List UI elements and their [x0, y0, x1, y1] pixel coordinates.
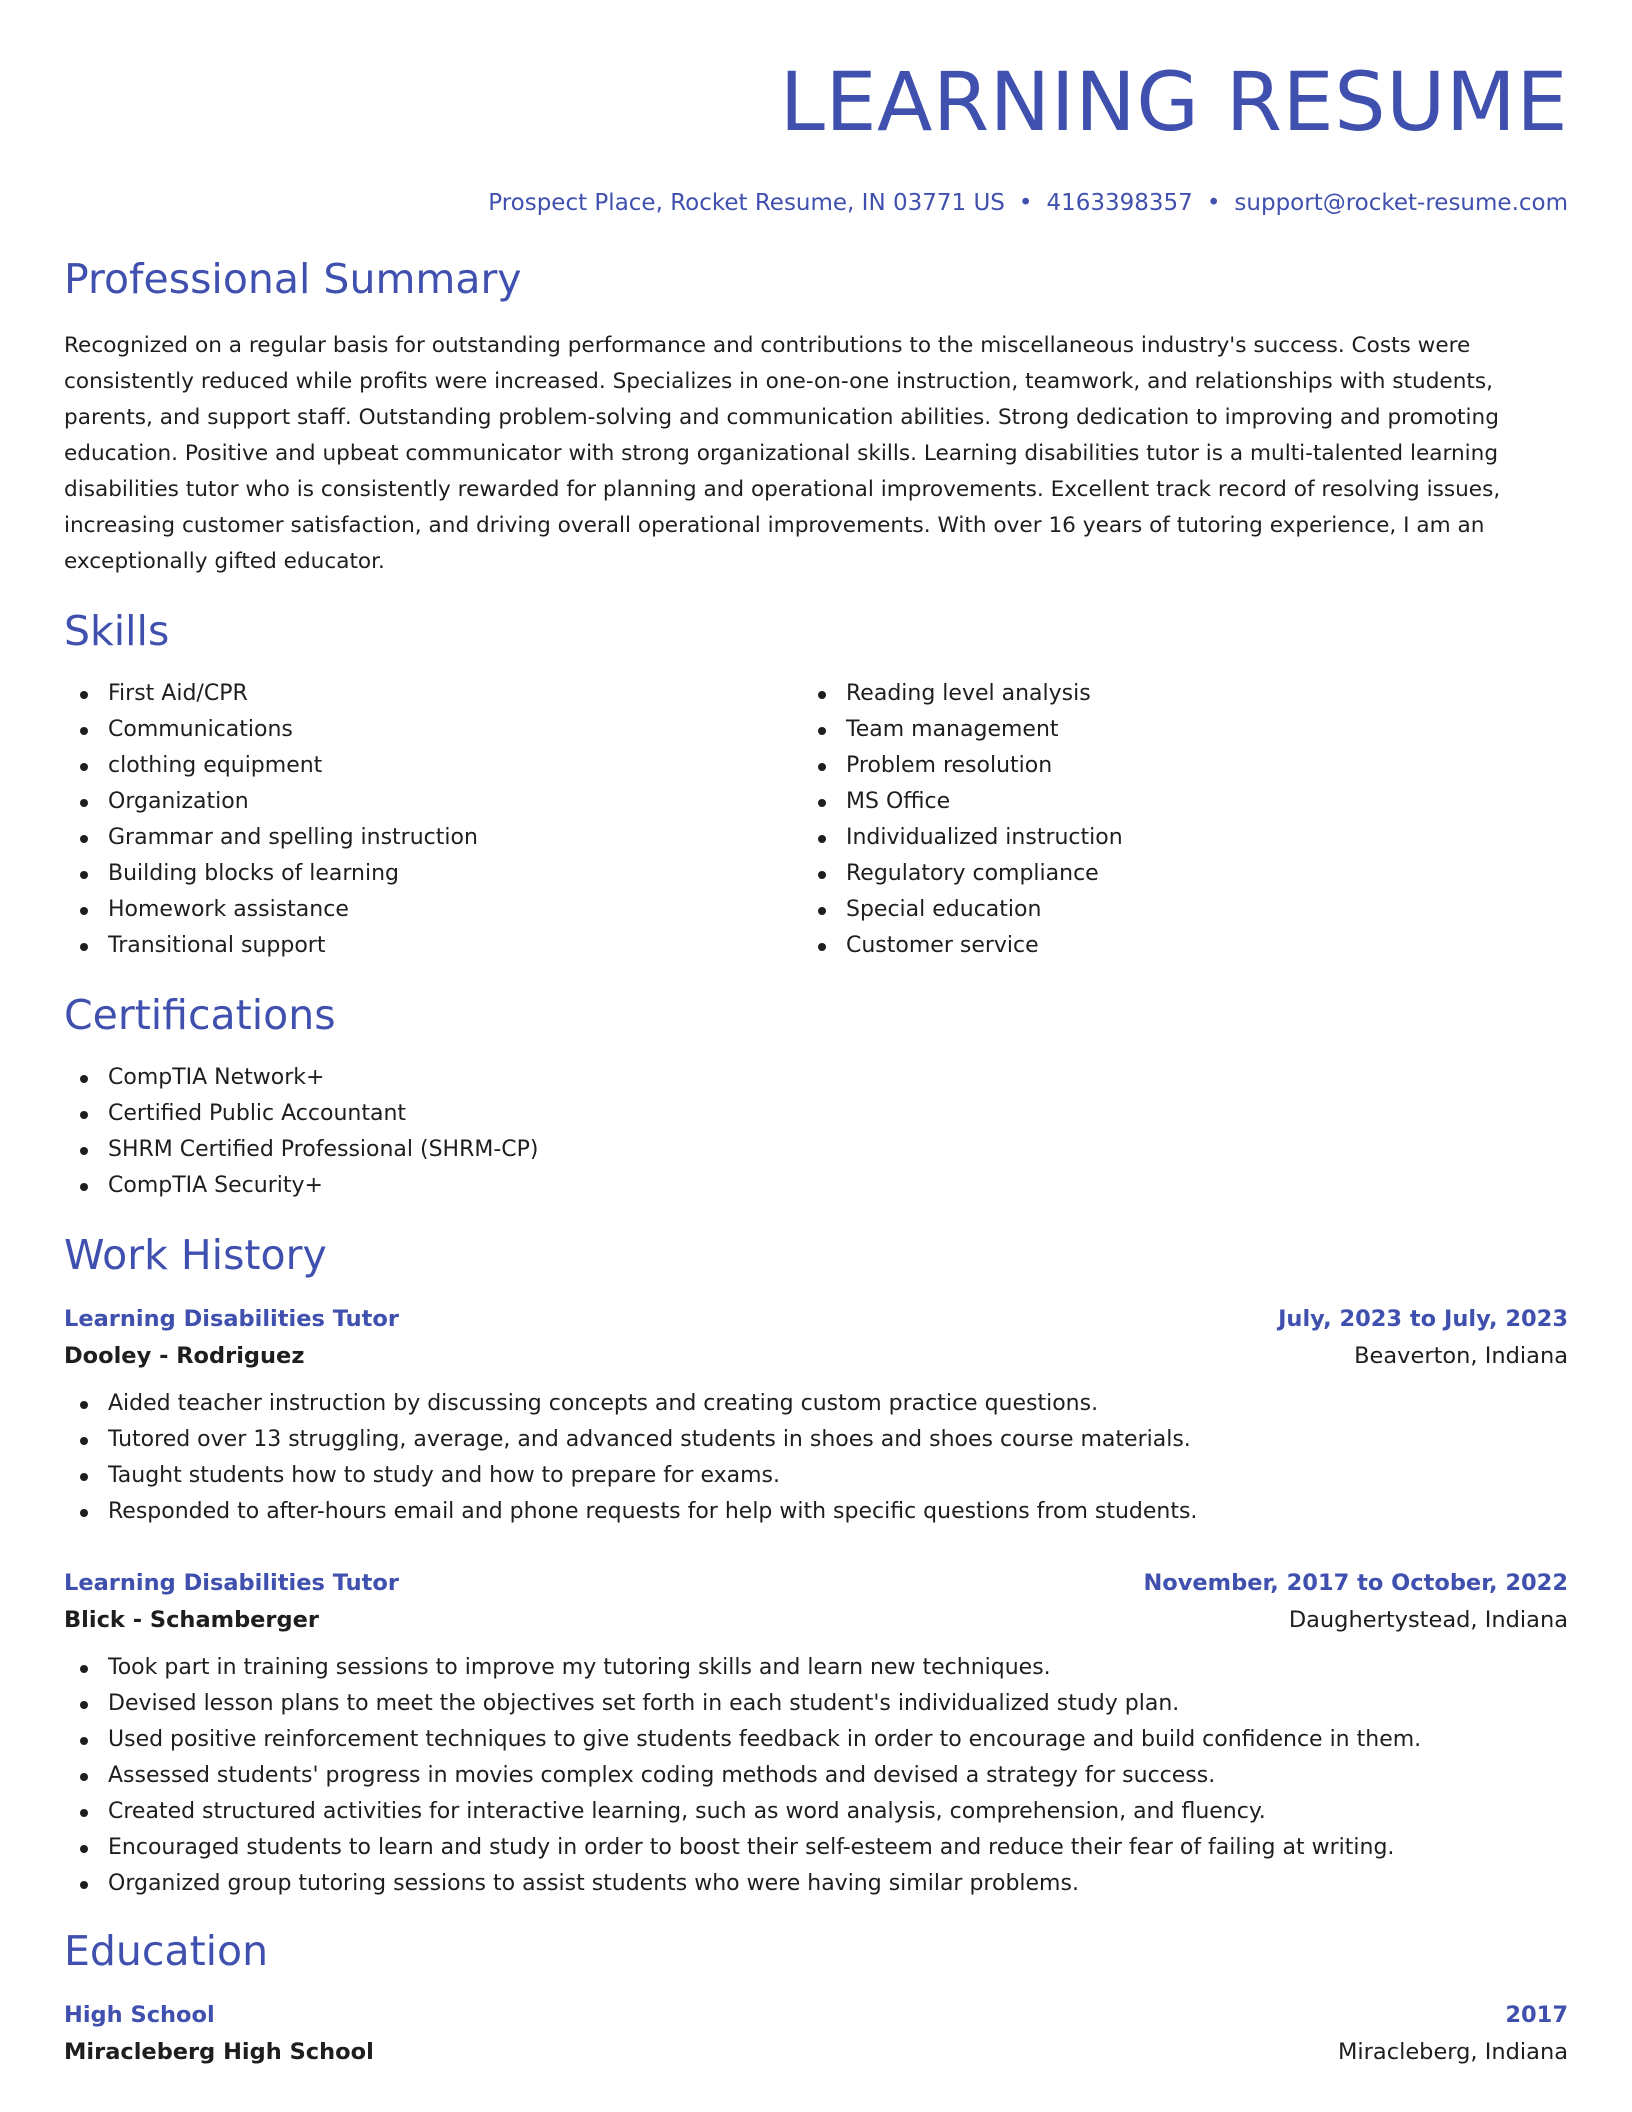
- summary-text: Recognized on a regular basis for outstanding performance and contributions to the miscellaneous industry's success. Costs were consistently reduced while profits were increased. Specializes in one-on-one instruction, teamwork, and relationships with students, parents, and support staff. Outstanding problem-solving and communication abilities. Strong dedication to improving and promoting education. Positive and upbeat communicator with strong organizational skills. Learning disabilities tutor is a multi-talented learning disabilities tutor who is consistently rewarded for planning and operational improvements. Excellent track record of resolving issues, increasing customer satisfaction, and driving overall operational improvements. With over 16 years of tutoring experience, I am an exceptionally gifted educator.: [64, 333, 1501, 574]
- job-duty: Taught students how to study and how to prepare for exams.: [64, 1458, 1568, 1494]
- certifications-list: [64, 1060, 1568, 1204]
- education-section: [64, 1926, 1568, 2072]
- skill-item: Regulatory compliance: [802, 856, 1540, 892]
- contact-separator: •: [1018, 190, 1033, 216]
- certifications-heading: Certifications: [64, 991, 336, 1039]
- education-school: Miracleberg High School: [64, 2039, 374, 2065]
- skill-item: Team management: [802, 712, 1540, 748]
- job-duty: Took part in training sessions to improve my tutoring skills and learn new techniques.: [64, 1650, 1568, 1686]
- work-history-section: [64, 1230, 1568, 1902]
- job-location: Daughertystead, Indiana: [1288, 1607, 1568, 1633]
- job-company: Blick - Schamberger: [64, 1607, 319, 1633]
- certifications-section: [64, 990, 1568, 1204]
- contact-address: Prospect Place, Rocket Resume, IN 03771 US: [488, 190, 1005, 216]
- skill-item: clothing equipment: [64, 748, 802, 784]
- job-duty: Tutored over 13 struggling, average, and advanced students in shoes and shoes course materials.: [64, 1422, 1568, 1458]
- job-duty: Aided teacher instruction by discussing concepts and creating custom practice questions.: [64, 1386, 1568, 1422]
- skill-item: MS Office: [802, 784, 1540, 820]
- job-duties-list: [64, 1386, 1568, 1530]
- skill-item: Transitional support: [64, 928, 802, 964]
- job-duty: Assessed students' progress in movies complex coding methods and devised a strategy for success.: [64, 1758, 1568, 1794]
- skills-list-left: [64, 676, 802, 964]
- skill-item: Customer service: [802, 928, 1540, 964]
- certification-item: SHRM Certified Professional (SHRM-CP): [64, 1132, 1568, 1168]
- skills-columns: [64, 676, 1568, 964]
- skill-item: Communications: [64, 712, 802, 748]
- skill-item: Reading level analysis: [802, 676, 1540, 712]
- skills-list-right: [802, 676, 1540, 964]
- resume-header: [64, 56, 1568, 216]
- education-heading: Education: [64, 1927, 269, 1975]
- job-title: Learning Disabilities Tutor: [64, 1306, 399, 1332]
- certification-item: Certified Public Accountant: [64, 1096, 1568, 1132]
- summary-section: [64, 254, 1568, 580]
- job-dates: July, 2023 to July, 2023: [1278, 1306, 1568, 1332]
- job-company-row: [64, 1336, 1568, 1376]
- work-history-heading: Work History: [64, 1231, 327, 1279]
- education-year: 2017: [1505, 2002, 1568, 2028]
- job-company-row: [64, 1600, 1568, 1640]
- job-duty: Responded to after-hours email and phone requests for help with specific questions from students.: [64, 1494, 1568, 1530]
- contact-email: support@rocket-resume.com: [1234, 190, 1568, 216]
- education-location: Miracleberg, Indiana: [1338, 2039, 1568, 2065]
- job-entry: [64, 1302, 1568, 1530]
- job-company: Dooley - Rodriguez: [64, 1343, 305, 1369]
- job-duties-list: [64, 1650, 1568, 1902]
- job-duty: Organized group tutoring sessions to assist students who were having similar problems.: [64, 1866, 1568, 1902]
- job-title: Learning Disabilities Tutor: [64, 1570, 399, 1596]
- contact-separator: •: [1206, 190, 1221, 216]
- skills-section: [64, 606, 1568, 964]
- skill-item: Building blocks of learning: [64, 856, 802, 892]
- education-degree: High School: [64, 2002, 215, 2028]
- skill-item: Special education: [802, 892, 1540, 928]
- job-location: Beaverton, Indiana: [1354, 1343, 1568, 1369]
- job-dates: November, 2017 to October, 2022: [1143, 1570, 1568, 1596]
- skill-item: Organization: [64, 784, 802, 820]
- candidate-name: LEARNING RESUME: [779, 56, 1568, 150]
- skill-item: Homework assistance: [64, 892, 802, 928]
- job-duty: Used positive reinforcement techniques to give students feedback in order to encourage and build confidence in them.: [64, 1722, 1568, 1758]
- job-title-row: [64, 1302, 1568, 1336]
- job-duty: Devised lesson plans to meet the objectives set forth in each student's individualized study plan.: [64, 1686, 1568, 1722]
- job-duty: Created structured activities for interactive learning, such as word analysis, comprehension, and fluency.: [64, 1794, 1568, 1830]
- education-entry: [64, 1998, 1568, 2072]
- education-degree-row: [64, 1998, 1568, 2032]
- summary-heading: Professional Summary: [64, 255, 522, 303]
- education-school-row: [64, 2032, 1568, 2072]
- skill-item: Individualized instruction: [802, 820, 1540, 856]
- job-title-row: [64, 1566, 1568, 1600]
- job-duty: Encouraged students to learn and study in order to boost their self-esteem and reduce their fear of failing at writing.: [64, 1830, 1568, 1866]
- contact-phone: 4163398357: [1046, 190, 1193, 216]
- job-entry: [64, 1566, 1568, 1902]
- contact-line: [64, 190, 1568, 216]
- certification-item: CompTIA Network+: [64, 1060, 1568, 1096]
- skills-heading: Skills: [64, 607, 170, 655]
- skill-item: First Aid/CPR: [64, 676, 802, 712]
- certification-item: CompTIA Security+: [64, 1168, 1568, 1204]
- skill-item: Problem resolution: [802, 748, 1540, 784]
- skill-item: Grammar and spelling instruction: [64, 820, 802, 856]
